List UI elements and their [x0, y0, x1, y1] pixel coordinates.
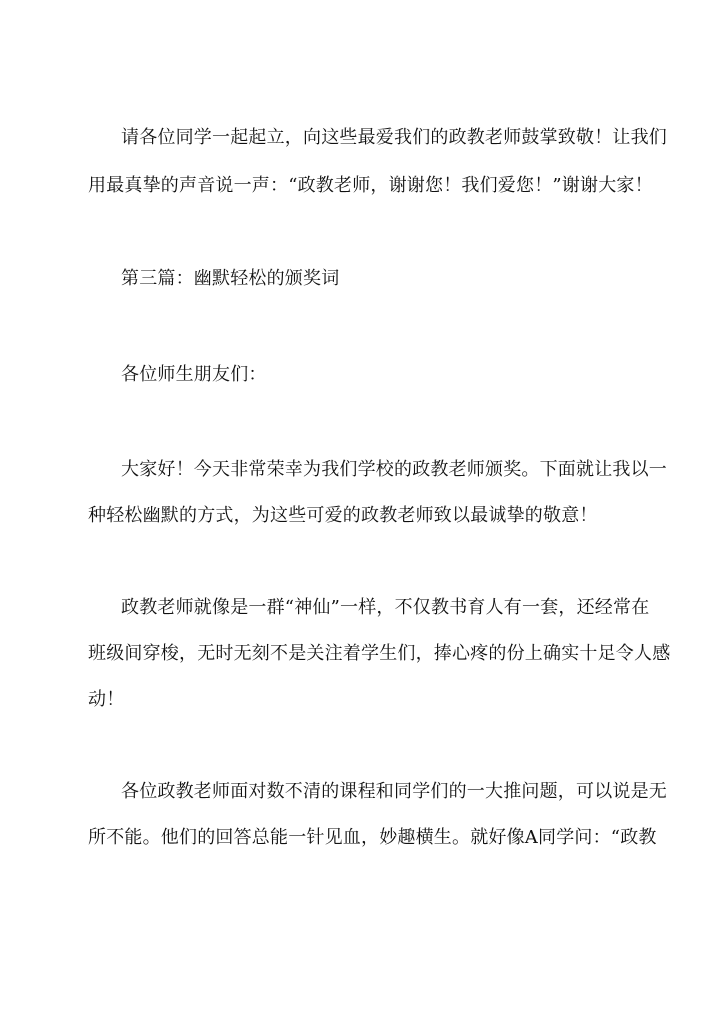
section-heading: 第三篇：幽默轻松的颁奖词 [121, 268, 340, 289]
paragraph-1-line-2: 用最真挚的声音说一声：“政教老师，谢谢您！我们爱您！”谢谢大家！ [88, 175, 653, 196]
paragraph-3-line-3: 动！ [88, 689, 125, 710]
paragraph-4-line-1: 各位政教老师面对数不清的课程和同学们的一大推问题，可以说是无 [121, 781, 667, 802]
greeting: 各位师生朋友们： [121, 364, 267, 385]
paragraph-3-line-1: 政教老师就像是一群“神仙”一样，不仅教书育人有一套，还经常在 [121, 597, 650, 618]
paragraph-2-line-2: 种轻松幽默的方式，为这些可爱的政教老师致以最诚挚的敬意！ [88, 505, 598, 526]
paragraph-1-line-1: 请各位同学一起起立，向这些最爱我们的政教老师鼓掌致敬！让我们 [121, 127, 667, 148]
paragraph-2-line-1: 大家好！今天非常荣幸为我们学校的政教老师颁奖。下面就让我以一 [121, 459, 667, 480]
paragraph-3-line-2: 班级间穿梭，无时无刻不是关注着学生们，捧心疼的份上确实十足令人感 [88, 643, 671, 664]
paragraph-4-line-2: 所不能。他们的回答总能一针见血，妙趣横生。就好像A同学问：“政教 [88, 827, 657, 848]
